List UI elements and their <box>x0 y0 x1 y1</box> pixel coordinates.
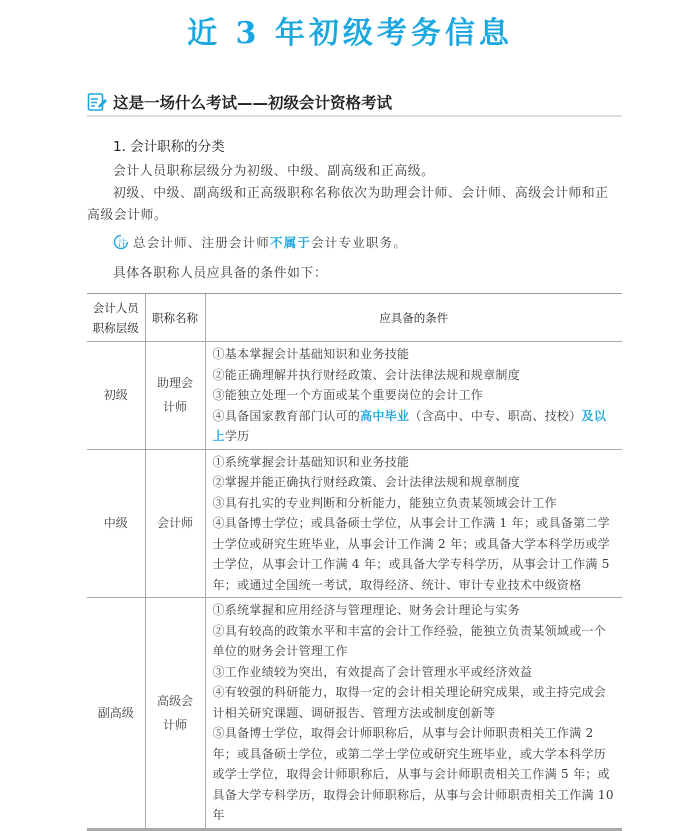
note-icon <box>113 234 129 250</box>
section-heading: 这是一场什么考试——初级会计资格考试 <box>113 93 393 112</box>
page-title: 近 3 年初级考务信息 <box>187 16 513 51</box>
conditions-cell: ①基本掌握会计基础知识和业务技能 ②能正确理解并执行财经政策、会计法律法规和规章制度 ③能独立处理一个方面或某个重要岗位的会计工作 ④具备国家教育部门认可的高中毕业（含高中、中专、职高、技校）及以上学历 <box>205 342 622 450</box>
conditions-cell: ①系统掌握和应用经济与管理理论、财务会计理论与实务 ②具有较高的政策水平和丰富的会计工作经验，能独立负责某领域或一个单位的财务会计管理工作 ③工作业绩较为突出，有效提高了会计管理水平或经济效益 ④有较强的科研能力，取得一定的会计相关理论研究成果，或主持完成会计相关研究课题、调研报告、管理方法或制度创新等 ⑤具备博士学位，取得会计师职称后，从事与会计师职责相关工作满 2 年；或具备硕士学位，或第二学士学位或研究生班毕业，或大学本科学历或学士学位，取得会计师职称后，从事与会计师职责相关工作满 5 年；或具备大学专科学历，取得会计师职称后，从事与会计师职责相关工作满 10 年 <box>205 598 622 830</box>
edit-note-icon <box>87 92 107 112</box>
note: 注 总会计师、注册会计师 不属于 会计专业职务。 <box>113 233 407 251</box>
conditions-cell: ①系统掌握会计基础知识和业务技能 ②掌握并能正确执行财经政策、会计法律法规和规章制度 ③具有扎实的专业判断和分析能力，能独立负责某领域会计工作 ④具备博士学位；或具备硕士学位，从事会计工作满 1 年；或具备第二学士学位或研究生班毕业，从事会计工作满 2 年；或具备大学本科学历或学士学位，从事会计工作满 4 年；或具备大学专科学历，从事会计工作满 5 年；或通过全国统一考试，取得经济、统计、审计专业技术中级资格 <box>205 449 622 598</box>
name-cell: 会计师 <box>145 449 205 598</box>
header-name: 职称名称 <box>145 294 205 342</box>
intro-text: 具体各职称人员应具备的条件如下： <box>113 266 328 281</box>
level-cell: 初级 <box>87 342 145 450</box>
table-header-row <box>87 294 622 342</box>
header-conditions: 应具备的条件 <box>205 294 622 342</box>
svg-text:注: 注 <box>118 239 129 249</box>
title-conditions-table <box>87 293 622 831</box>
paragraph: 初级、中级、副高级和正高级职称名称依次为助理会计师、会计师、高级会计师和正高级会计师。 <box>87 186 609 223</box>
table-row <box>87 342 622 450</box>
header-level: 会计人员职称层级 <box>87 294 145 342</box>
table-row <box>87 449 622 598</box>
note-highlight: 不属于 <box>270 235 312 250</box>
name-cell: 高级会计师 <box>145 598 205 830</box>
name-cell: 助理会计师 <box>145 342 205 450</box>
table-row <box>87 598 622 830</box>
level-cell: 副高级 <box>87 598 145 830</box>
section-header <box>87 88 622 117</box>
paragraph: 会计人员职称层级分为初级、中级、副高级和正高级。 <box>113 164 435 179</box>
level-cell: 中级 <box>87 449 145 598</box>
subheading: 1. 会计职称的分类 <box>113 139 225 155</box>
